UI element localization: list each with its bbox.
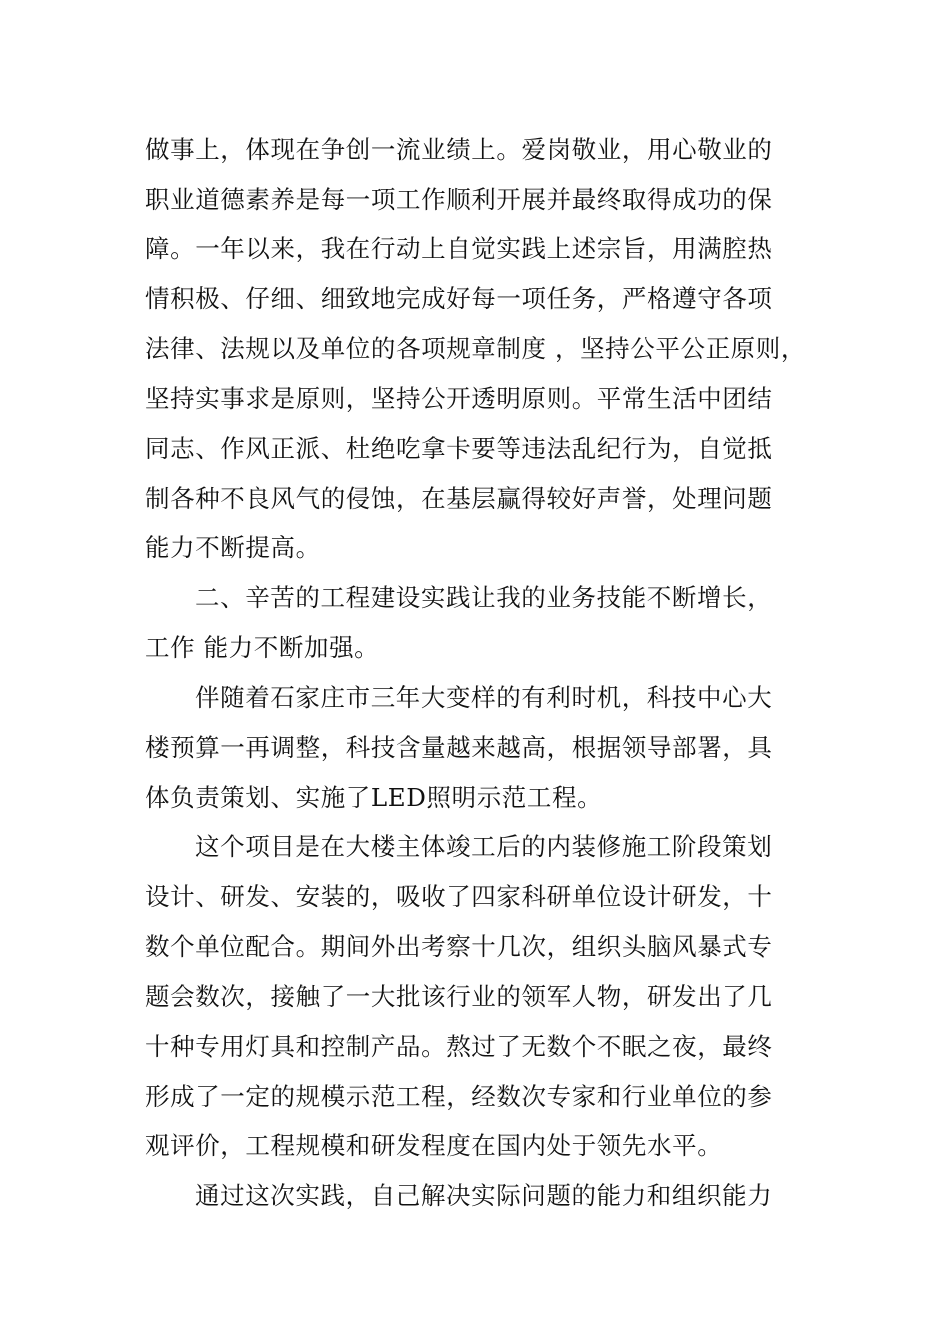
text-line: 题会数次，接触了一大批该行业的领军人物，研发出了几 <box>145 982 773 1011</box>
text-line: 同志、作风正派、杜绝吃拿卡要等违法乱纪行为，自觉抵 <box>145 434 773 463</box>
text-line: 设计、研发、安装的，吸收了四家科研单位设计研发，十 <box>145 882 773 911</box>
text-line: 十种专用灯具和控制产品。熬过了无数个不眠之夜，最终 <box>145 1032 773 1061</box>
text-line: 体负责策划、实施了LED照明示范工程。 <box>145 783 603 812</box>
section-heading-line: 二、辛苦的工程建设实践让我的业务技能不断增长， <box>195 583 773 612</box>
text-line: 障。一年以来，我在行动上自觉实践上述宗旨，用满腔热 <box>145 234 773 263</box>
text-line: 做事上，体现在争创一流业绩上。爱岗敬业，用心敬业的 <box>145 135 773 164</box>
section-heading-line: 工作 能力不断加强。 <box>145 633 380 662</box>
text-line: 坚持实事求是原则，坚持公开透明原则。平常生活中团结 <box>145 384 773 413</box>
text-line: 形成了一定的规模示范工程，经数次专家和行业单位的参 <box>145 1082 773 1111</box>
text-line: 数个单位配合。期间外出考察十几次，组织头脑风暴式专 <box>145 932 773 961</box>
text-line: 观评价，工程规模和研发程度在国内处于领先水平。 <box>145 1131 723 1160</box>
text-line: 情积极、仔细、细致地完成好每一项任务，严格遵守各项 <box>145 284 773 313</box>
text-line: 职业道德素养是每一项工作顺利开展并最终取得成功的保 <box>145 185 773 214</box>
text-line: 法律、法规以及单位的各项规章制度 ，坚持公平公正原则， <box>145 334 806 363</box>
text-line: 能力不断提高。 <box>145 533 321 562</box>
text-line: 这个项目是在大楼主体竣工后的内装修施工阶段策划 <box>195 832 773 861</box>
text-line: 通过这次实践，自己解决实际问题的能力和组织能力 <box>195 1181 773 1210</box>
text-line: 楼预算一再调整，科技含量越来越高，根据领导部署，具 <box>145 733 773 762</box>
text-line: 制各种不良风气的侵蚀，在基层赢得较好声誉，处理问题 <box>145 484 773 513</box>
text-line: 伴随着石家庄市三年大变样的有利时机，科技中心大 <box>195 683 773 712</box>
